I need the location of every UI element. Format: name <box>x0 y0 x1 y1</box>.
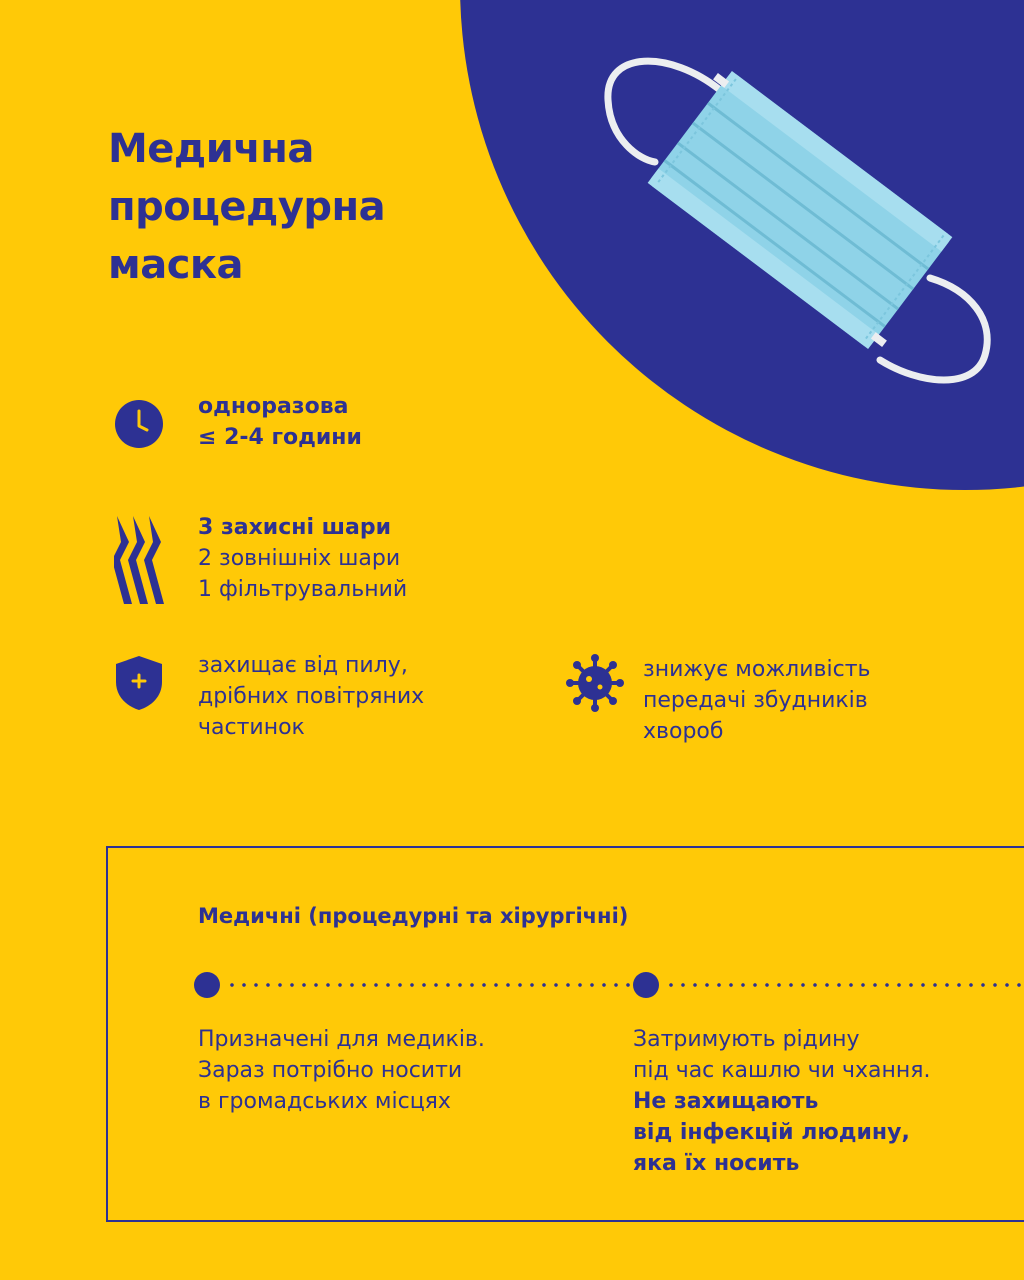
feature-transmission <box>643 654 870 747</box>
feature-usage-line: ≤ 2-4 години <box>198 425 362 450</box>
info-column-line: під час кашлю чи чхання. <box>633 1058 931 1083</box>
feature-transmission-line: передачі збудників <box>643 688 868 713</box>
virus-icon <box>566 654 624 712</box>
info-column-line: в громадських місцях <box>198 1089 451 1114</box>
feature-layers-line: 3 захисні шари <box>198 515 392 540</box>
shield-plus-icon <box>114 654 164 712</box>
feature-usage-line: одноразова <box>198 394 349 419</box>
info-column-line: від інфекцій людину, <box>633 1120 910 1145</box>
feature-protection-line: дрібних повітряних <box>198 684 425 709</box>
info-column-line: яка їх носить <box>633 1151 800 1176</box>
timeline-dot <box>633 972 659 998</box>
title-line: маска <box>108 242 244 288</box>
layers-icon <box>114 516 166 606</box>
feature-layers-line: 1 фільтрувальний <box>198 577 408 602</box>
feature-transmission-line: знижує можливість <box>643 657 871 682</box>
info-column-1 <box>198 1024 485 1117</box>
info-column-line: Не захищають <box>633 1089 819 1114</box>
feature-protection-line: захищає від пилу, <box>198 653 408 678</box>
surgical-mask-image <box>600 40 1000 400</box>
feature-layers <box>198 512 407 605</box>
clock-icon <box>114 399 164 449</box>
info-box-title: Медичні (процедурні та хірургічні) <box>198 904 629 928</box>
feature-layers-line: 2 зовнішніх шари <box>198 546 401 571</box>
feature-usage <box>198 391 362 453</box>
feature-transmission-line: хвороб <box>643 719 724 744</box>
timeline-dot <box>194 972 220 998</box>
info-column-2 <box>633 1024 931 1179</box>
page-title <box>108 120 385 294</box>
dotted-line <box>665 983 1024 987</box>
feature-protection <box>198 650 424 743</box>
dotted-line <box>226 983 632 987</box>
info-column-line: Затримують рідину <box>633 1027 860 1052</box>
title-line: Медична <box>108 126 314 172</box>
info-column-line: Призначені для медиків. <box>198 1027 485 1052</box>
info-column-line: Зараз потрібно носити <box>198 1058 463 1083</box>
title-line: процедурна <box>108 184 386 230</box>
feature-protection-line: частинок <box>198 715 305 740</box>
